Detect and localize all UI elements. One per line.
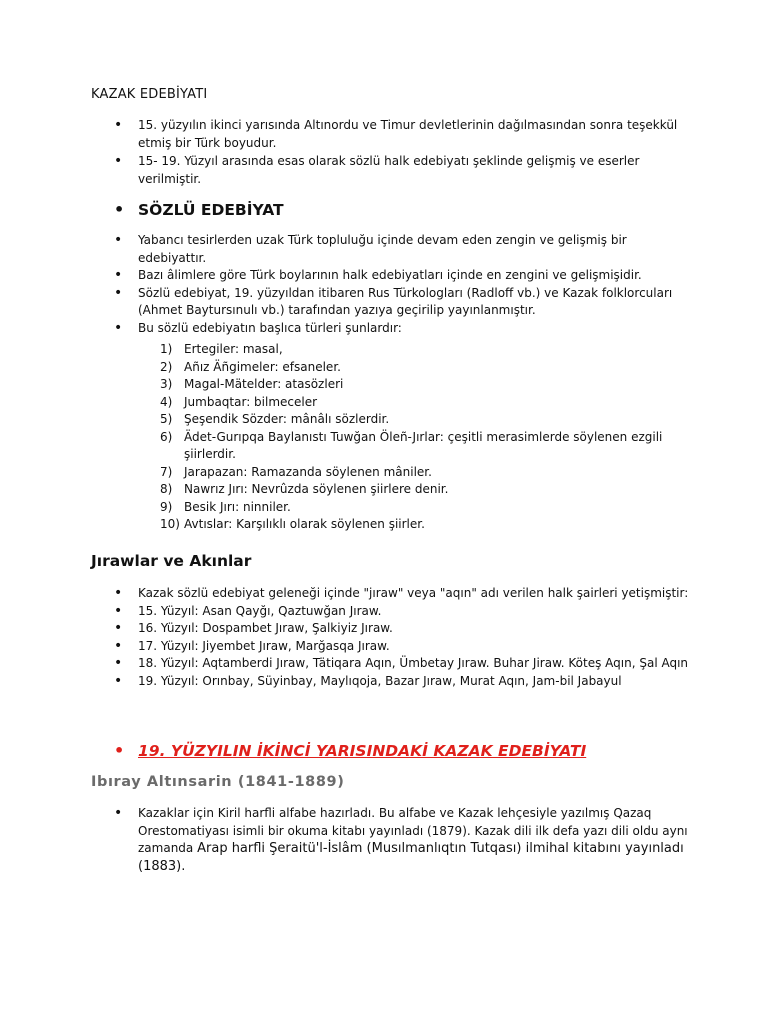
list-item: 6) Ädet-Gurıpqa Baylanıstı Tuwğan Öleñ-Jırlar: çeşitli merasimlerde söylenen ezgili şiirlerdir. bbox=[160, 429, 663, 461]
oral-list bbox=[91, 232, 691, 337]
list-item: 4) Jumbaqtar: bilmeceler bbox=[160, 394, 318, 409]
section-heading-red: • 19. YÜZYILIN İKİNCİ YARISINDAKİ KAZAK EDEBİYATI bbox=[91, 741, 691, 761]
list-item: 7) Jarapazan: Ramazanda söylenen mâniler. bbox=[160, 464, 432, 479]
author-heading: Ibıray Altınsarin (1841-1889) bbox=[91, 774, 345, 790]
author-list bbox=[91, 805, 691, 875]
list-item: • 15. yüzyılın ikinci yarısında Altınordu ve Timur devletlerinin dağılmasından sonra teşekkül etmiş bir Türk boyudur. bbox=[91, 117, 691, 152]
document-title: KAZAK EDEBİYATI bbox=[91, 87, 208, 102]
list-item: 8) Nawrız Jırı: Nevrûzda söylenen şiirlere denir. bbox=[160, 482, 449, 496]
list-item: • 16. Yüzyıl: Dospambet Jıraw, Şalkiyiz Jıraw. bbox=[91, 620, 691, 638]
list-item: • 19. Yüzyıl: Orınbay, Süyinbay, Maylıqoja, Bazar Jıraw, Murat Aqın, Jam-bil Jabayul bbox=[91, 673, 691, 691]
list-item: 1) Ertegiler: masal, bbox=[160, 342, 283, 356]
list-item: • 15- 19. Yüzyıl arasında esas olarak sözlü halk edebiyatı şeklinde gelişmiş ve eserler verilmiştir. bbox=[91, 153, 691, 188]
oral-literature-heading: • SÖZLÜ EDEBİYAT bbox=[91, 200, 691, 220]
list-item: • Yabancı tesirlerden uzak Türk topluluğu içinde devam eden zengin ve gelişmiş bir edebiyattır. bbox=[91, 232, 691, 267]
genre-list bbox=[160, 341, 680, 534]
list-item bbox=[91, 805, 691, 875]
list-item: 5) Şeşendik Sözder: mânâlı sözlerdir. bbox=[160, 412, 390, 426]
list-item: • 17. Yüzyıl: Jiyembet Jıraw, Marğasqa Jıraw. bbox=[91, 638, 691, 656]
list-item: • Sözlü edebiyat, 19. yüzyıldan itibaren Rus Türkologları (Radloff vb.) ve Kazak folklorcuları (Ahmet Baytursınulı vb.) tarafından yazıya geçirilip yayınlanmıştır. bbox=[91, 285, 691, 320]
list-item: 3) Magal-Mätelder: atasözleri bbox=[160, 377, 344, 391]
author-text-large: Arap harfli Şeraitü'l-İslâm (Musılmanlıqtın Tutqası) ilmihal kitabını yayınladı (1883). bbox=[138, 841, 684, 874]
jiraw-heading: Jırawlar ve Akınlar bbox=[91, 552, 252, 570]
list-item: 10) Avtıslar: Karşılıklı olarak söylenen şiirler. bbox=[160, 517, 425, 531]
list-item: 2) Añız Äñgimeler: efsaneler. bbox=[160, 359, 341, 374]
jiraw-list bbox=[91, 585, 691, 690]
list-item: • 18. Yüzyıl: Aqtamberdi Jıraw, Tätiqara Aqın, Ümbetay Jıraw. Buhar Jiraw. Köteş Aqın, Şal Aqın bbox=[91, 655, 691, 673]
author-text: Kazaklar için Kiril harfli alfabe hazırladı. Bu alfabe ve Kazak lehçesiyle yazılmış Qazaq Orestomatiyası isimli bir okuma kitabı yayınladı (1879). Kazak dili ilk defa yazı dili oldu aynı zamanda bbox=[138, 806, 688, 855]
list-item: • 15. Yüzyıl: Asan Qayğı, Qaztuwğan Jıraw. bbox=[91, 603, 691, 621]
intro-list bbox=[91, 117, 691, 188]
list-item: • Kazak sözlü edebiyat geleneği içinde "jıraw" veya "aqın" adı verilen halk şairleri yetişmiştir: bbox=[91, 585, 691, 603]
list-item: • Bu sözlü edebiyatın başlıca türleri şunlardır: bbox=[91, 320, 691, 338]
list-item: • Bazı âlimlere göre Türk boylarının halk edebiyatları içinde en zengini ve gelişmişidir. bbox=[91, 267, 691, 285]
list-item: 9) Besik Jırı: ninniler. bbox=[160, 499, 291, 514]
